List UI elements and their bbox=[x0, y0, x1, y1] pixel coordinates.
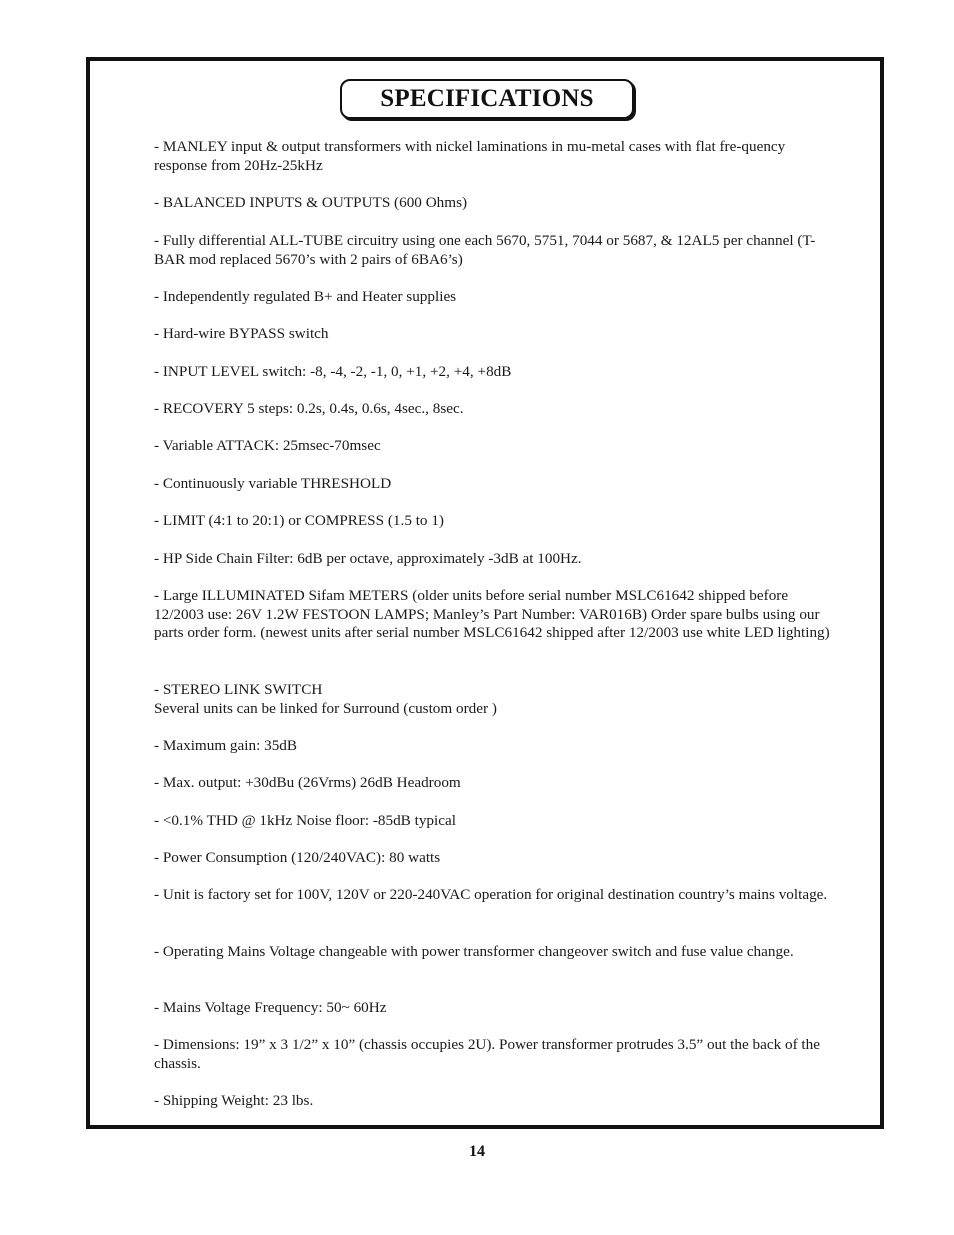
spec-item: - BALANCED INPUTS & OUTPUTS (600 Ohms) bbox=[154, 194, 468, 211]
title-box bbox=[340, 79, 634, 119]
spec-item: - Max. output: +30dBu (26Vrms) 26dB Headroom bbox=[154, 774, 461, 791]
spec-item: - MANLEY input & output transformers with nickel laminations in mu-metal cases with flat fre-quency response from 20Hz-25kHz bbox=[154, 138, 786, 174]
spec-item: - Independently regulated B+ and Heater supplies bbox=[154, 288, 457, 305]
spec-item: - Unit is factory set for 100V, 120V or 220-240VAC operation for original destination country’s mains voltage. bbox=[154, 886, 828, 903]
spec-item: - Large ILLUMINATED Sifam METERS (older units before serial number MSLC61642 shipped before 12/2003 use: 26V 1.2W FESTOON LAMPS; Manley’s Part Number: VAR016B) Order spare bulbs using our parts order form. (newest units after serial number MSLC61642 shipped after 12/2003 use white LED lighting) bbox=[154, 587, 830, 642]
spec-item: - Variable ATTACK: 25msec-70msec bbox=[154, 437, 381, 454]
spec-item: - Operating Mains Voltage changeable with power transformer changeover switch and fuse value change. bbox=[154, 943, 794, 960]
spec-item: - Hard-wire BYPASS switch bbox=[154, 325, 329, 342]
spec-item: - STEREO LINK SWITCH Several units can be linked for Surround (custom order ) bbox=[154, 681, 497, 717]
spec-item: - Continuously variable THRESHOLD bbox=[154, 475, 392, 492]
spec-item: - INPUT LEVEL switch: -8, -4, -2, -1, 0, +1, +2, +4, +8dB bbox=[154, 363, 512, 380]
spec-item: - Fully differential ALL-TUBE circuitry using one each 5670, 5751, 7044 or 5687, & 12AL5 per channel (T-BAR mod replaced 5670’s with 2 pairs of 6BA6’s) bbox=[154, 232, 816, 268]
spec-item: - Power Consumption (120/240VAC): 80 watts bbox=[154, 849, 441, 866]
spec-item: - HP Side Chain Filter: 6dB per octave, approximately -3dB at 100Hz. bbox=[154, 550, 582, 567]
spec-item: - Mains Voltage Frequency: 50~ 60Hz bbox=[154, 999, 387, 1016]
spec-item: - Maximum gain: 35dB bbox=[154, 737, 298, 754]
spec-item: - Dimensions: 19” x 3 1/2” x 10” (chassis occupies 2U). Power transformer protrudes 3.5” out the back of the chassis. bbox=[154, 1036, 820, 1072]
spec-item: - <0.1% THD @ 1kHz Noise floor: -85dB typical bbox=[154, 812, 456, 829]
page-number: 14 bbox=[469, 1143, 485, 1160]
spec-item: - Shipping Weight: 23 lbs. bbox=[154, 1092, 314, 1109]
page-title: SPECIFICATIONS bbox=[380, 85, 594, 112]
spec-item: - RECOVERY 5 steps: 0.2s, 0.4s, 0.6s, 4sec., 8sec. bbox=[154, 400, 464, 417]
spec-item: - LIMIT (4:1 to 20:1) or COMPRESS (1.5 to 1) bbox=[154, 512, 444, 529]
